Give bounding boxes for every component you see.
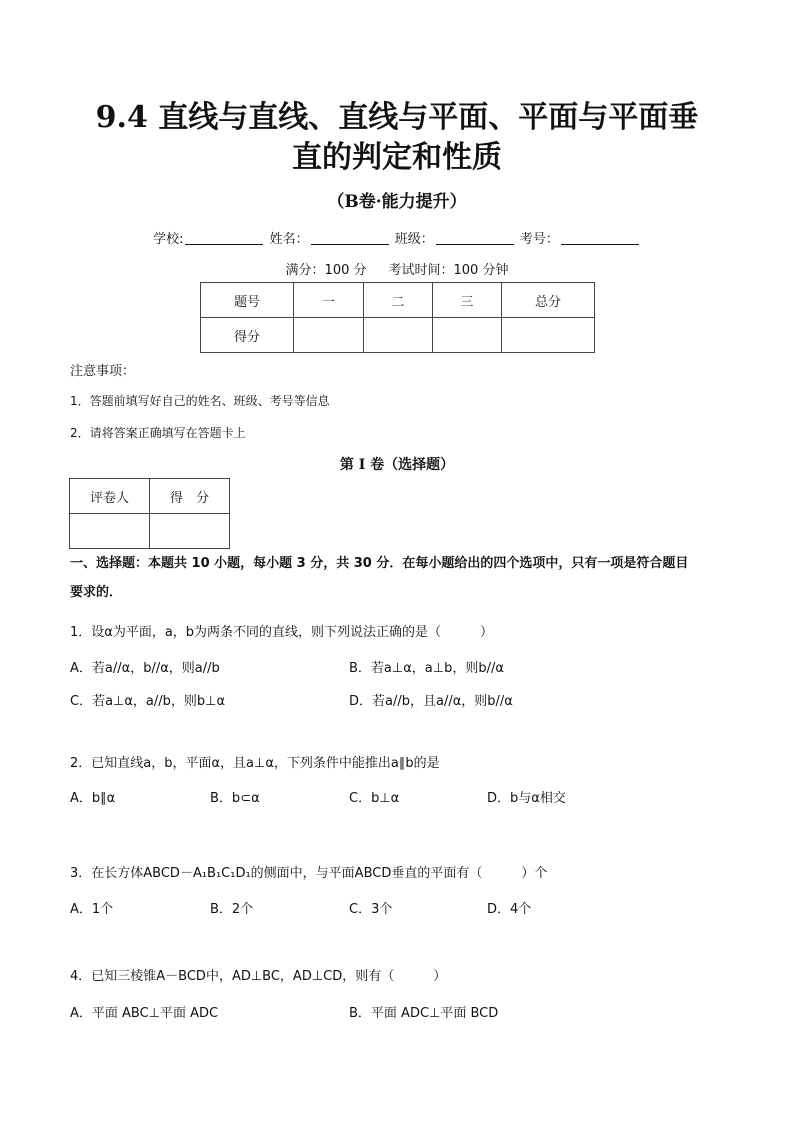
grader-header-cell: 得 分 (150, 479, 230, 514)
answer-option[interactable]: D．4个 (487, 902, 532, 917)
exam-time: 考试时间：100 分钟 (388, 263, 509, 278)
name-blank[interactable] (311, 231, 389, 245)
score-header-cell: 三 (433, 283, 502, 318)
section-instruction-line1: 一、选择题：本题共 10 小题，每小题 3 分，共 30 分．在每小题给出的四个选项中，只有一项是符合题目 (70, 556, 689, 571)
grader-table (69, 478, 230, 549)
name-label: 姓名： (269, 232, 309, 247)
answer-option[interactable]: B．若a⊥α，a⊥b，则b//α (349, 661, 504, 676)
score-header-cell: 二 (364, 283, 433, 318)
answer-option[interactable]: D．b与α相交 (487, 791, 566, 806)
exam-number-blank[interactable] (561, 231, 639, 245)
grader-header-cell: 评卷人 (70, 479, 150, 514)
section-title: 第 I 卷（选择题） (339, 457, 455, 473)
answer-option[interactable]: B．2个 (210, 902, 254, 917)
score-table-header-row (201, 283, 595, 318)
score-cell[interactable] (294, 318, 364, 353)
grader-table-row (70, 514, 230, 549)
answer-option[interactable]: A．平面 ABC⊥平面 ADC (70, 1006, 219, 1021)
answer-option[interactable]: A．b∥α (70, 791, 116, 806)
answer-option[interactable]: A．1个 (70, 902, 114, 917)
answer-option[interactable]: D．若a//b，且a//α，则b//α (349, 694, 513, 709)
score-table (200, 282, 595, 353)
question-stem: 2．已知直线a，b，平面α，且a⊥α，下列条件中能推出a∥b的是 (70, 756, 440, 771)
section-instruction-line2: 要求的． (70, 585, 123, 600)
class-blank[interactable] (436, 231, 514, 245)
class-label: 班级： (394, 232, 434, 247)
answer-option[interactable]: C．b⊥α (349, 791, 400, 806)
notes-heading: 注意事项： (70, 364, 136, 379)
score-header-cell: 总分 (502, 283, 595, 318)
answer-option[interactable]: B．b⊂α (210, 791, 260, 806)
grader-cell[interactable] (150, 514, 230, 549)
score-header-cell: 题号 (201, 283, 294, 318)
question-stem: 3．在长方体ABCD－A₁B₁C₁D₁的侧面中，与平面ABCD垂直的平面有（ ）个 (70, 866, 548, 881)
school-blank[interactable] (185, 231, 263, 245)
full-score: 满分：100 分 (285, 263, 367, 278)
grader-table-header-row (70, 479, 230, 514)
exam-number-label: 考号： (519, 232, 559, 247)
exam-meta-line (0, 259, 794, 278)
score-cell[interactable] (502, 318, 595, 353)
grader-cell[interactable] (70, 514, 150, 549)
page-subtitle: （B卷·能力提升） (327, 192, 467, 212)
score-table-row (201, 318, 595, 353)
score-row-label: 得分 (201, 318, 294, 353)
answer-option[interactable]: C．若a⊥α，a//b，则b⊥α (70, 694, 226, 709)
question-stem: 4．已知三棱锥A－BCD中，AD⊥BC，AD⊥CD，则有（ ） (70, 969, 447, 984)
page-title-line1: 9.4 直线与直线、直线与平面、平面与平面垂 (95, 100, 699, 135)
page-title-line2: 直的判定和性质 (292, 140, 502, 175)
answer-option[interactable]: A．若a//α，b//α，则a//b (70, 661, 220, 676)
note-item: 1．答题前填写好自己的姓名、班级、考号等信息 (70, 394, 330, 408)
answer-option[interactable]: C．3个 (349, 902, 393, 917)
student-info-line (0, 228, 794, 247)
answer-option[interactable]: B．平面 ADC⊥平面 BCD (349, 1006, 499, 1021)
score-cell[interactable] (364, 318, 433, 353)
school-label: 学校: (153, 232, 184, 247)
note-item: 2．请将答案正确填写在答题卡上 (70, 426, 246, 440)
question-stem: 1．设α为平面，a，b为两条不同的直线，则下列说法正确的是（ ） (70, 625, 494, 640)
score-header-cell: 一 (294, 283, 364, 318)
score-cell[interactable] (433, 318, 502, 353)
